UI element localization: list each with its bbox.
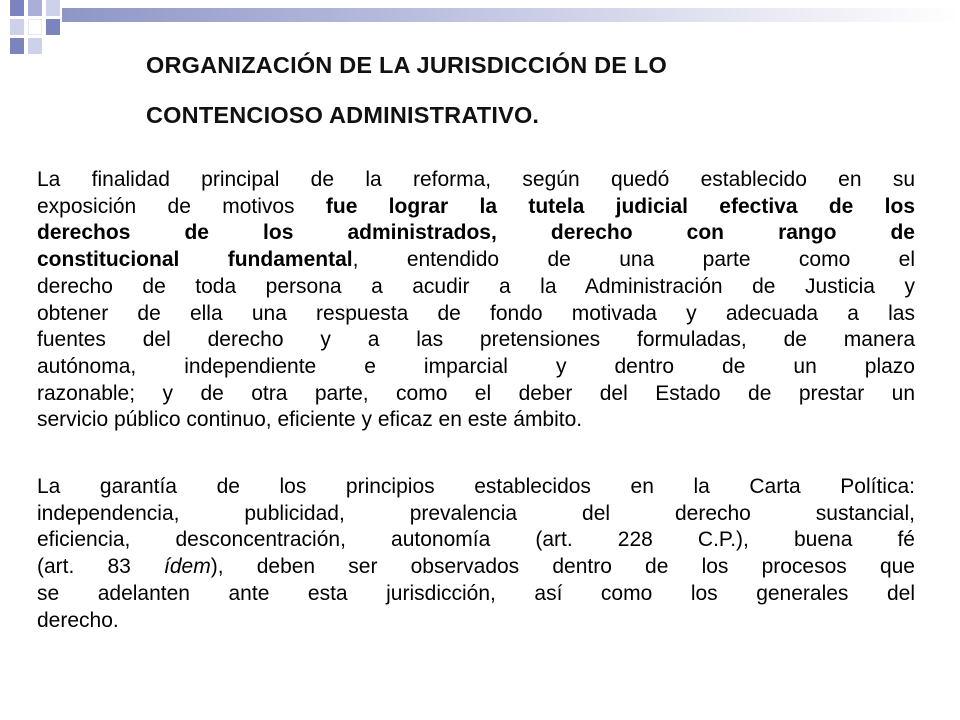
p1-line-10: servicio público continuo, eficiente y eficaz en este ámbito. [37,408,583,432]
p1-line-4-text: , entendido de una parte como el [352,248,915,272]
decor-square-1 [10,0,24,16]
slide-title-line-2: CONTENCIOSO ADMINISTRATIVO. [146,102,540,128]
p1-line-9: razonable; y de otra parte, como el deber del Estado de prestar un [37,381,915,405]
p2-line-4 [37,554,915,581]
p1-line-4-bold: constitucional fundamental [37,248,353,272]
p2-line-6: derecho. [37,608,119,632]
p1-line-4 [37,247,915,274]
p1-line-2 [37,194,915,221]
slide-title [146,40,926,140]
decor-square-3 [46,0,60,16]
p2-line-3: eficiencia, desconcentración, autonomía (art. 228 C.P.), buena fé [37,528,915,552]
p1-line-5: derecho de toda persona a acudir a la Administración de Justicia y [37,274,915,298]
p2-line-4-italic: ídem [164,555,211,579]
decor-square-7 [10,38,24,54]
slide-body [37,167,915,634]
p2-line-5: se adelanten ante esta jurisdicción, así como los generales del [37,581,915,605]
p1-line-1: La finalidad principal de la reforma, según quedó establecido en su [37,168,915,191]
p2-line-4-text-a: (art. 83 [37,555,165,579]
decor-square-6 [46,19,60,35]
decor-square-4 [10,19,24,35]
paragraph-1 [37,167,915,434]
p1-line-6: obtener de ella una respuesta de fondo motivada y adecuada a las [37,301,915,325]
p1-line-8: autónoma, independiente e imparcial y dentro de un plazo [37,354,915,378]
p1-line-2-bold: fue lograr la tutela judicial efectiva de los [325,194,915,218]
decor-square-2 [28,0,42,16]
p2-line-1: La garantía de los principios establecidos en la Carta Política: [37,475,915,499]
slide-title-line-1: ORGANIZACIÓN DE LA JURISDICCIÓN DE LO [146,52,667,78]
decor-square-5 [28,19,42,35]
paragraph-2 [37,474,915,634]
decor-gradient-bar [62,8,960,22]
p1-line-3 [37,220,915,247]
p1-line-2-text: exposición de motivos [37,194,326,218]
p2-line-2: independencia, publicidad, prevalencia del derecho sustancial, [37,501,915,525]
decor-square-8 [28,38,42,54]
p2-line-4-text-b: ), deben ser observados dentro de los procesos que [210,555,915,579]
p1-line-3-bold: derechos de los administrados, derecho con rango de [37,221,915,245]
p1-line-7: fuentes del derecho y a las pretensiones formuladas, de manera [37,328,915,352]
